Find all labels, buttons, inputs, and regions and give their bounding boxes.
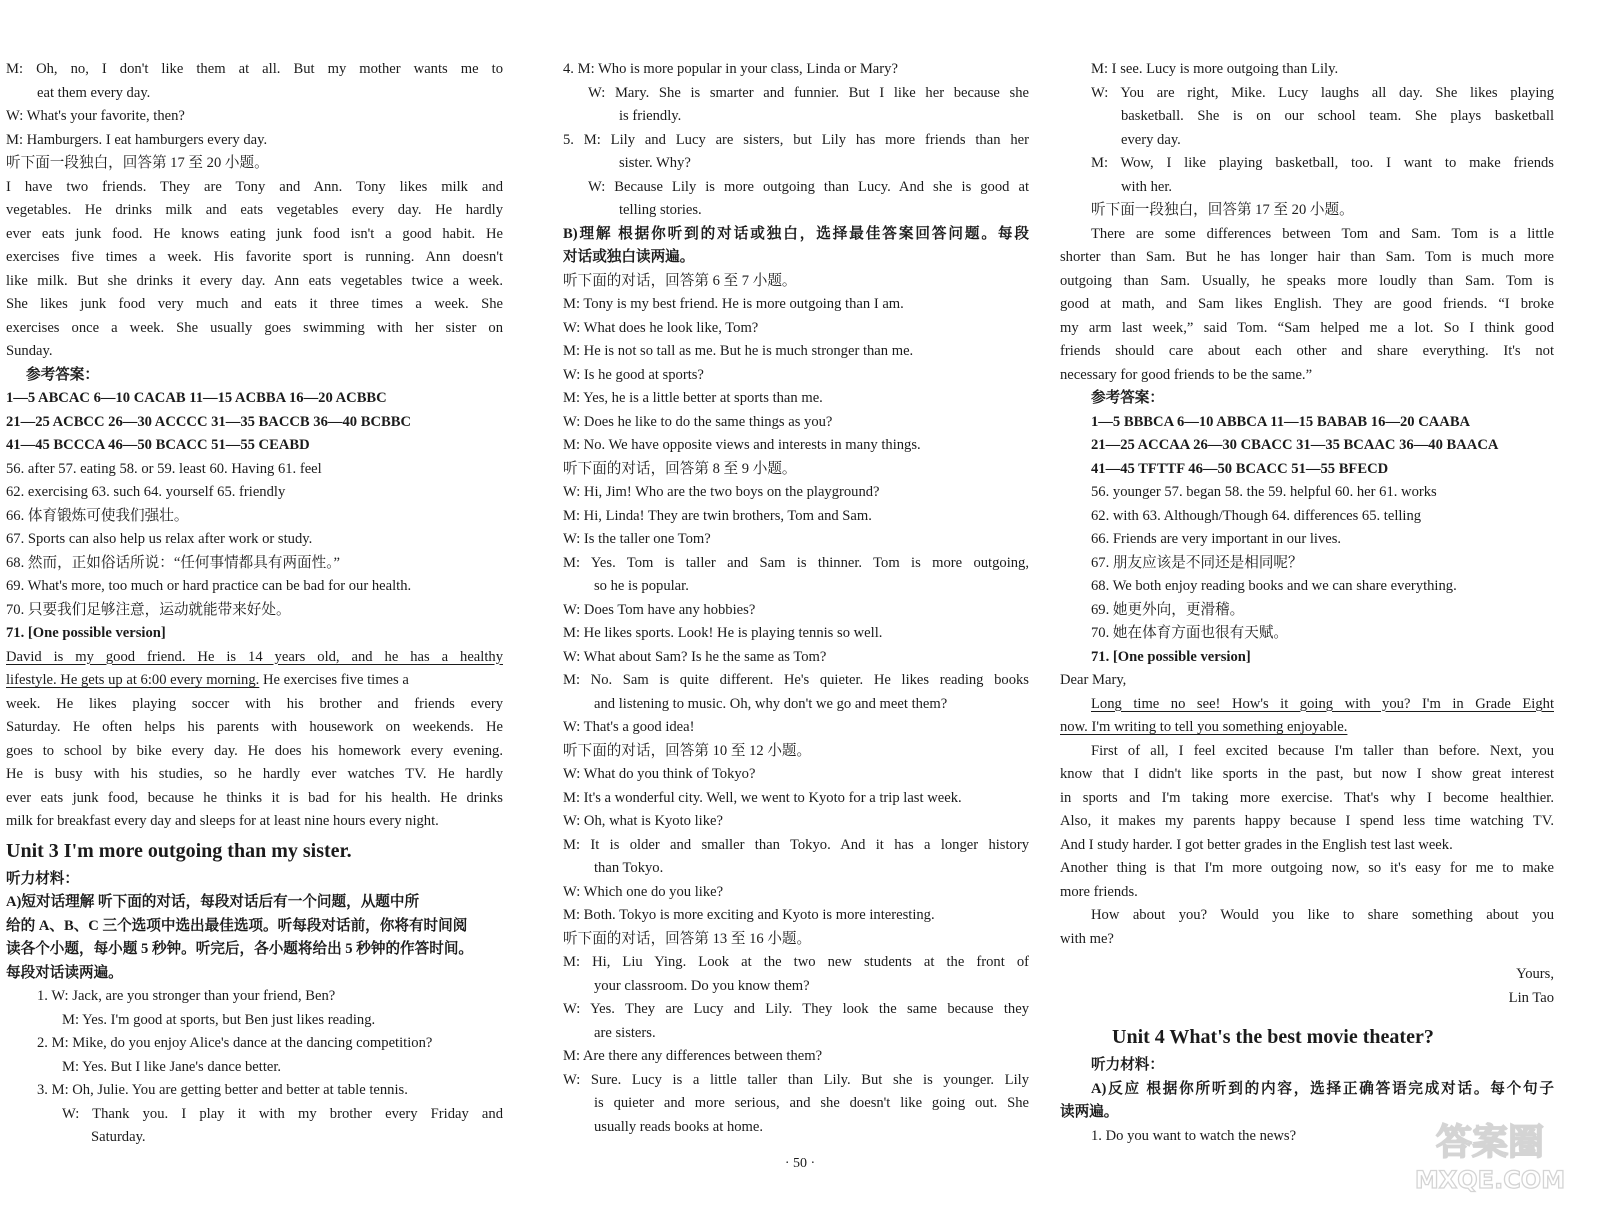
dialog-line: W: Does Tom have any hobbies? <box>563 601 756 618</box>
answer-line: 21—25 ACBCC 26—30 ACCCC 31—35 BACCB 36—40 BCBBC <box>6 413 412 430</box>
text-line: There are some differences between Tom and Sam. Tom is a little <box>1091 225 1554 242</box>
essay-line: David is my good friend. He is 14 years old, and he has a healthy <box>6 648 503 665</box>
text-line: my arm last week,” said Tom. “Sam helped me a lot. So I think good <box>1060 319 1554 336</box>
text-line: Sunday. <box>6 343 53 359</box>
dialog-line: basketball. She is on our school team. She plays basketball <box>1121 108 1554 124</box>
dialog-line: M: I see. Lucy is more outgoing than Lily. <box>1091 61 1339 77</box>
essay-line: Saturday. He often helps his parents with housework on weekends. He <box>6 719 503 735</box>
letter-line: Also, it makes my parents happy because I spend less time watching TV. <box>1060 813 1554 829</box>
dialog-line: is friendly. <box>619 108 682 124</box>
text-line: She likes junk food very much and eats it three times a week. She <box>6 296 503 312</box>
dialog-line: W: Yes. They are Lucy and Lily. They look the same because they <box>563 1001 1029 1017</box>
instruction-line: 每段对话读两遍。 <box>6 964 123 981</box>
dialog-line: W: Oh, what is Kyoto like? <box>563 813 723 829</box>
dialog-line: your classroom. Do you know them? <box>594 977 810 994</box>
text-line: W: What's your favorite, then? <box>6 108 185 124</box>
dialog-line: W: That's a good idea! <box>563 719 695 735</box>
section-heading: 听下面的对话，回答第 10 至 12 小题。 <box>563 742 812 759</box>
letter-line: with me? <box>1060 930 1114 947</box>
answer-line: 21—25 ACCAA 26—30 CBACC 31—35 BCAAC 36—40 BAACA <box>1091 437 1499 453</box>
dialog-line: M: No. We have opposite views and interests in many things. <box>563 437 921 453</box>
dialog-line: 5. M: Lily and Lucy are sisters, but Lily has more friends than her <box>563 131 1029 148</box>
essay-underlined-part: lifestyle. He gets up at 6:00 every morning. <box>6 672 260 688</box>
dialog-line: M: Tony is my best friend. He is more outgoing than I am. <box>563 296 904 312</box>
letter-closing: Yours, <box>1516 966 1554 982</box>
answer-line: 69. What's more, too much or hard practice can be bad for our health. <box>6 578 412 594</box>
spacer <box>1060 1010 1554 1020</box>
spacer <box>1060 951 1554 963</box>
answers-title: 参考答案： <box>26 366 99 383</box>
dialog-line: M: He likes sports. Look! He is playing tennis so well. <box>563 625 883 641</box>
answer-line: 62. exercising 63. such 64. yourself 65. friendly <box>6 484 286 500</box>
letter-line: more friends. <box>1060 883 1138 900</box>
answer-line: 67. Sports can also help us relax after work or study. <box>6 531 313 547</box>
dialog-line: W: Thank you. I play it with my brother every Friday and <box>62 1105 503 1122</box>
essay-line <box>6 669 503 693</box>
section-heading: 听下面的对话，回答第 6 至 7 小题。 <box>563 272 797 289</box>
instruction-line: 对话或独白读两遍。 <box>563 249 695 265</box>
answer-line: 70. 她在体育方面也很有天赋。 <box>1091 625 1289 641</box>
dialog-line: W: What does he look like, Tom? <box>563 319 759 336</box>
dialog-line: W: Mary. She is smarter and funnier. But I like her because she <box>588 84 1029 101</box>
instruction-line: A)短对话理解 听下面的对话，每段对话后有一个问题，从题中所 <box>6 894 420 910</box>
dialog-line: so he is popular. <box>594 578 689 594</box>
dialog-line: are sisters. <box>594 1024 656 1041</box>
column-left <box>6 58 503 1150</box>
letter-underlined-part: now. I'm writing to tell you something enjoyable. <box>1060 719 1348 735</box>
dialog-line: Saturday. <box>91 1129 146 1145</box>
dialog-line: W: Because Lily is more outgoing than Lucy. And she is good at <box>588 178 1029 195</box>
dialog-line: M: Hi, Liu Ying. Look at the two new students at the front of <box>563 954 1029 970</box>
version-label: 71. [One possible version] <box>6 625 166 641</box>
answer-line: 1—5 BBBCA 6—10 ABBCA 11—15 BABAB 16—20 CAABA <box>1091 413 1471 430</box>
svg-text:答案圈: 答案圈 <box>1435 1122 1545 1163</box>
dialog-line: 4. M: Who is more popular in your class, Linda or Mary? <box>563 61 898 77</box>
answer-line: 56. after 57. eating 58. or 59. least 60. Having 61. feel <box>6 460 322 477</box>
dialog-line: W: Hi, Jim! Who are the two boys on the playground? <box>563 484 880 500</box>
instruction-line: 给的 A、B、C 三个选项中选出最佳选项。听每段对话前，你将有时间阅 <box>6 917 468 934</box>
dialog-line: M: It's a wonderful city. Well, we went to Kyoto for a trip last week. <box>563 789 962 806</box>
unit-title: Unit 4 What's the best movie theater? <box>1112 1026 1434 1048</box>
dialog-line: M: No. Sam is quite different. He's quieter. He likes reading books <box>563 672 1029 688</box>
listening-label: 听力材料： <box>6 870 79 887</box>
text-line: shorter than Sam. But he has longer hair than Sam. Tom is much more <box>1060 249 1554 265</box>
answer-line: 69. 她更外向，更滑稽。 <box>1091 601 1245 618</box>
dialog-line: sister. Why? <box>619 155 691 171</box>
column-middle <box>563 58 1029 1139</box>
dialog-line: W: Sure. Lucy is a little taller than Lily. But she is younger. Lily <box>563 1071 1029 1088</box>
answer-line: 70. 只要我们足够注意，运动就能带来好处。 <box>6 601 291 618</box>
answer-line: 1—5 ABCAC 6—10 CACAB 11—15 ACBBA 16—20 ACBBC <box>6 390 387 406</box>
section-heading: 听下面的对话，回答第 8 至 9 小题。 <box>563 460 797 477</box>
dialog-line: than Tokyo. <box>594 860 664 876</box>
text-line: exercises five times a week. His favorite sport is running. Ann doesn't <box>6 249 503 265</box>
answer-line: 41—45 TFTTF 46—50 BCACC 51—55 BFECD <box>1091 460 1389 477</box>
letter-line: in sports and I'm taking more exercise. That's why I become healthier. <box>1060 789 1554 806</box>
letter-line: Another thing is that I'm more outgoing now, so it's easy for me to make <box>1060 860 1554 876</box>
text-line: ever eats junk food. He knows eating junk food isn't a good habit. He <box>6 225 503 242</box>
dialog-line: is quieter and more serious, and she doesn't like going out. She <box>594 1095 1029 1111</box>
letter-line: know that I didn't like sports in the past, but now I show great interest <box>1060 766 1554 782</box>
dialog-line: W: What about Sam? Is he the same as Tom? <box>563 648 827 665</box>
essay-line: week. He likes playing soccer with his brother and friends every <box>6 695 503 712</box>
answer-line: 41—45 BCCCA 46—50 BCACC 51—55 CEABD <box>6 437 310 453</box>
instruction-line: A)反应 根据你所听到的内容，选择正确答语完成对话。每个句子 <box>1091 1080 1554 1097</box>
dialog-line: W: Which one do you like? <box>563 883 724 900</box>
page-number: · 50 · <box>784 1156 816 1171</box>
instruction-line: 读两遍。 <box>1060 1104 1119 1120</box>
letter-line: Long time no see! How's it going with you? I'm in Grade Eight <box>1091 695 1554 712</box>
answer-line: 66. Friends are very important in our lives. <box>1091 531 1342 547</box>
instruction-line: 读各个小题，每小题 5 秒钟。听完后，各小题将给出 5 秒钟的作答时间。 <box>6 941 474 957</box>
dialog-line: M: Both. Tokyo is more exciting and Kyoto is more interesting. <box>563 907 935 923</box>
dialog-line: every day. <box>1121 131 1181 148</box>
letter-line: And I study harder. I got better grades in the English test last week. <box>1060 836 1453 853</box>
dialog-line: W: Is he good at sports? <box>563 366 704 383</box>
dialog-line: telling stories. <box>619 202 702 218</box>
letter-line <box>1060 716 1554 740</box>
dialog-line: 2. M: Mike, do you enjoy Alice's dance at the dancing competition? <box>37 1035 433 1051</box>
dialog-line: M: Hi, Linda! They are twin brothers, Tom and Sam. <box>563 507 872 524</box>
instruction-line: B)理解 根据你听到的对话或独白，选择最佳答案回答问题。每段 <box>563 225 1029 242</box>
letter-line: First of all, I feel excited because I'm taller than before. Next, you <box>1091 742 1554 759</box>
text-line: good at math, and Sam likes English. They are good friends. “I broke <box>1060 296 1554 312</box>
text-line: eat them every day. <box>37 84 151 101</box>
watermark-logo <box>1410 1112 1570 1196</box>
svg-text:MXQE.COM: MXQE.COM <box>1414 1166 1566 1194</box>
column-right <box>1060 58 1554 1148</box>
dialog-line: W: What do you think of Tokyo? <box>563 766 756 782</box>
version-label: 71. [One possible version] <box>1091 648 1251 665</box>
text-line: necessary for good friends to be the same.” <box>1060 366 1313 383</box>
letter-greeting: Dear Mary, <box>1060 672 1127 688</box>
answer-line: 66. 体育锻炼可使我们强壮。 <box>6 507 189 524</box>
dialog-line: W: Does he like to do the same things as you? <box>563 413 833 430</box>
text-line: like milk. But she drinks it every day. Ann eats vegetables twice a week. <box>6 272 503 289</box>
answer-line: 68. We both enjoy reading books and we can share everything. <box>1091 578 1457 594</box>
essay-line: He is busy with his studies, so he hardly ever watches TV. He hardly <box>6 766 503 782</box>
essay-rest: He exercises five times a <box>259 672 409 688</box>
section-heading: 听下面一段独白，回答第 17 至 20 小题。 <box>6 155 269 171</box>
text-line: M: Hamburgers. I eat hamburgers every day. <box>6 131 268 148</box>
dialog-line: M: Yes, he is a little better at sports than me. <box>563 390 823 406</box>
essay-line: ever eats junk food, because he thinks it is bad for his health. He drinks <box>6 789 503 806</box>
answer-line: 68. 然而，正如俗话所说：“任何事情都具有两面性。” <box>6 554 341 571</box>
question-line: 1. Do you want to watch the news? <box>1091 1127 1297 1144</box>
dialog-line: M: He is not so tall as me. But he is much stronger than me. <box>563 343 914 359</box>
answers-title: 参考答案： <box>1091 390 1164 406</box>
dialog-line: 1. W: Jack, are you stronger than your friend, Ben? <box>37 988 336 1004</box>
dialog-line: M: Wow, I like playing basketball, too. I want to make friends <box>1091 155 1554 171</box>
dialog-line: W: Is the taller one Tom? <box>563 531 711 547</box>
dialog-line: usually reads books at home. <box>594 1118 764 1135</box>
text-line: M: Oh, no, I don't like them at all. But my mother wants me to <box>6 61 503 77</box>
section-heading: 听下面一段独白，回答第 17 至 20 小题。 <box>1091 202 1354 218</box>
text-line: I have two friends. They are Tony and Ann. Tony likes milk and <box>6 178 503 195</box>
letter-signature: Lin Tao <box>1508 989 1554 1006</box>
dialog-line: and listening to music. Oh, why don't we go and meet them? <box>594 695 948 712</box>
text-line: friends should care about each other and share everything. It's not <box>1060 343 1554 359</box>
letter-line: How about you? Would you like to share something about you <box>1091 907 1554 923</box>
answer-line: 67. 朋友应该是不同还是相同呢？ <box>1091 554 1303 571</box>
dialog-line: M: Yes. But I like Jane's dance better. <box>62 1058 282 1075</box>
dialog-line: M: Yes. I'm good at sports, but Ben just likes reading. <box>62 1011 376 1028</box>
answer-line: 56. younger 57. began 58. the 59. helpful 60. her 61. works <box>1091 484 1437 500</box>
dialog-line: M: Yes. Tom is taller and Sam is thinner. Tom is more outgoing, <box>563 554 1029 571</box>
dialog-line: M: It is older and smaller than Tokyo. And it has a longer history <box>563 836 1029 853</box>
answer-line: 62. with 63. Although/Though 64. differences 65. telling <box>1091 507 1422 524</box>
listening-label: 听力材料： <box>1091 1057 1164 1073</box>
text-line: vegetables. He drinks milk and eats vegetables every day. He hardly <box>6 202 503 218</box>
dialog-line: M: Are there any differences between them? <box>563 1048 823 1064</box>
essay-line: goes to school by bike every day. He does his homework every evening. <box>6 742 503 759</box>
essay-line: milk for breakfast every day and sleeps for at least nine hours every night. <box>6 813 439 829</box>
dialog-line: with her. <box>1121 178 1173 195</box>
unit-title: Unit 3 I'm more outgoing than my sister. <box>6 839 352 862</box>
text-line: exercises once a week. She usually goes swimming with her sister on <box>6 319 503 336</box>
text-line: outgoing than Sam. Usually, he speaks more loudly than Sam. Tom is <box>1060 272 1554 289</box>
section-heading: 听下面的对话，回答第 13 至 16 小题。 <box>563 930 812 947</box>
dialog-line: 3. M: Oh, Julie. You are getting better and better at table tennis. <box>37 1082 408 1098</box>
dialog-line: W: You are right, Mike. Lucy laughs all day. She likes playing <box>1091 84 1554 101</box>
